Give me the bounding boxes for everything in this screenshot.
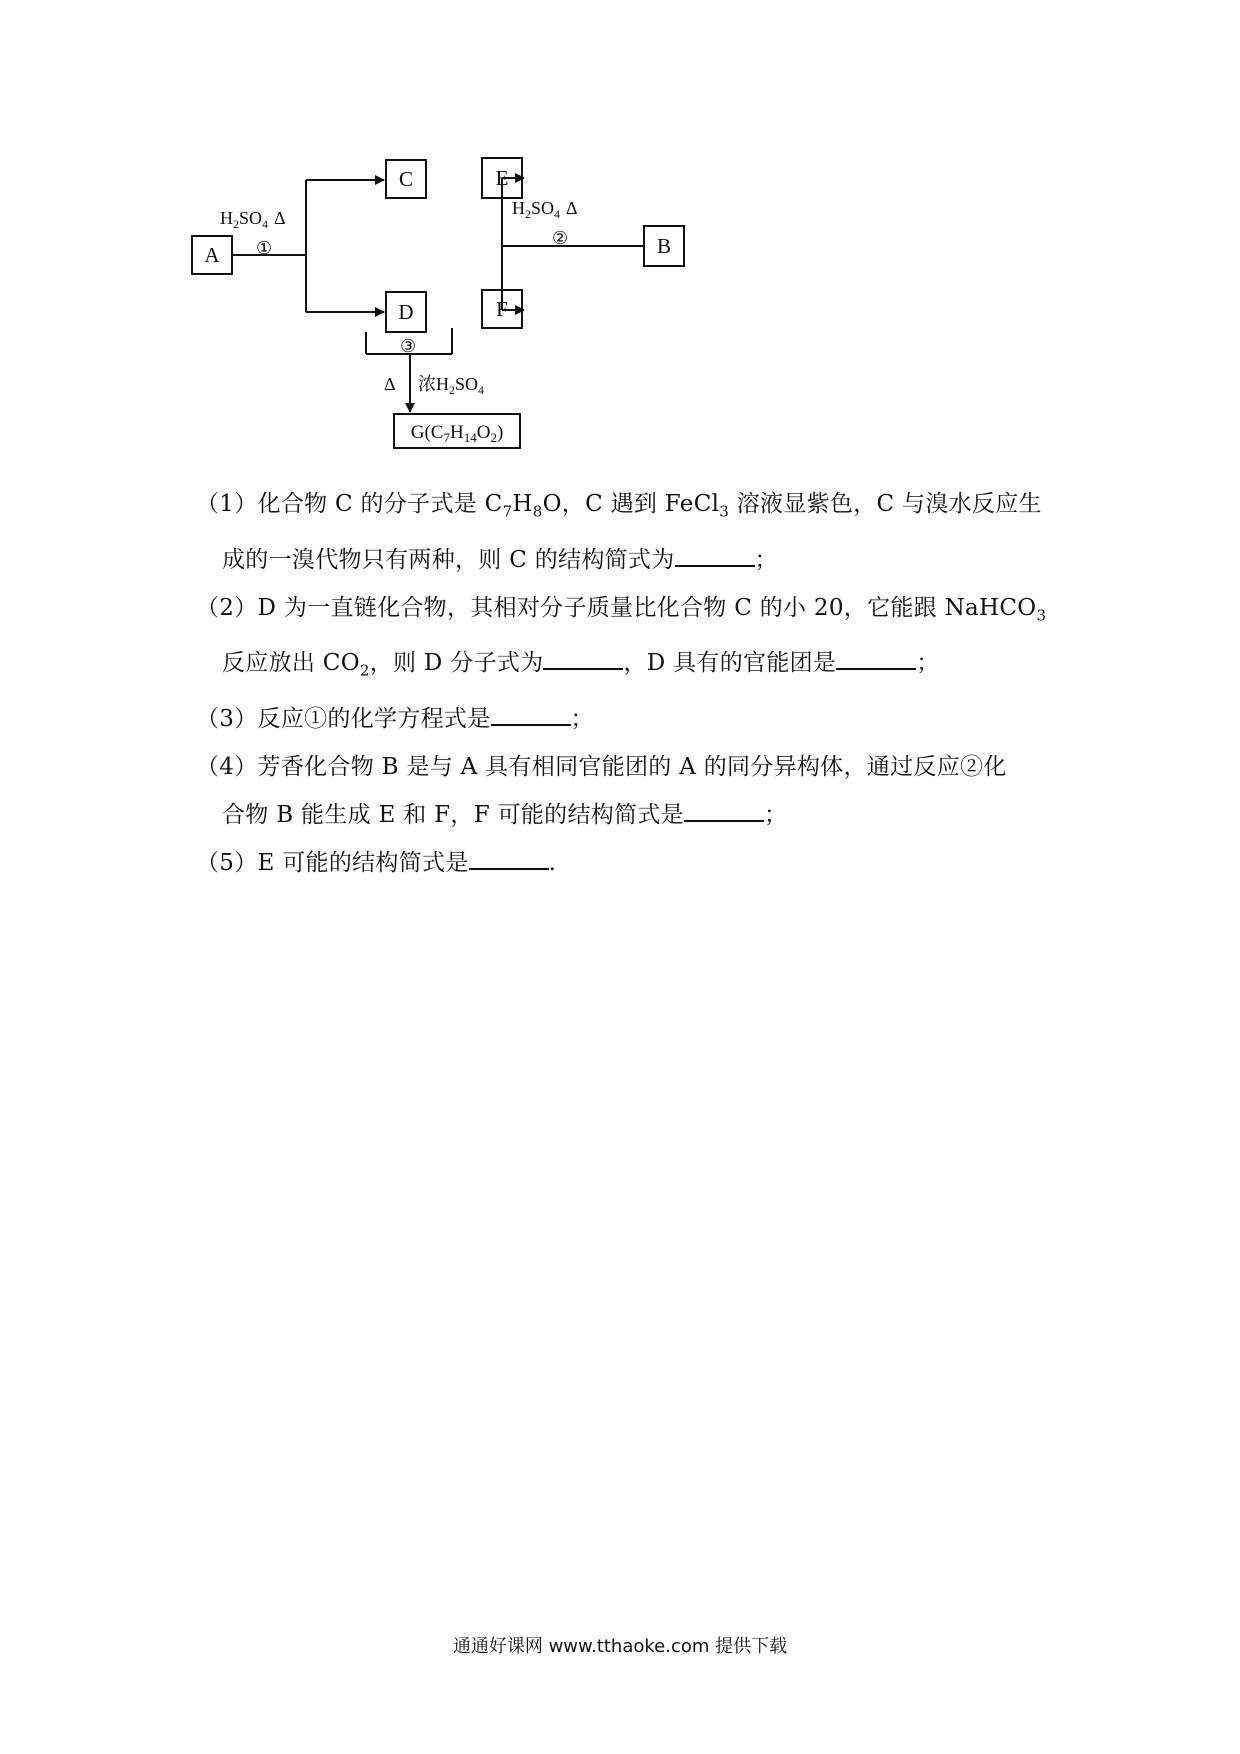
question-2	[196, 584, 1066, 695]
q2-text-3: ，则 D 分子式为	[369, 650, 544, 677]
page-footer: 通通好课网 www.tthaoke.com 提供下载	[452, 1636, 788, 1657]
question-4	[196, 743, 1066, 839]
q1-end: ；	[754, 546, 778, 573]
node-f-label: F	[496, 297, 508, 321]
q2-sub-1: 3	[1036, 606, 1047, 625]
node-a-label: A	[204, 243, 220, 267]
product-g-label: G(C7H14O2)	[410, 422, 504, 445]
q1-sub-2: 8	[532, 502, 543, 521]
node-d-label: D	[398, 300, 414, 324]
q1-text-5: 成的一溴代物只有两种，则 C 的结构简式为	[222, 546, 675, 573]
q4-text-2: 合物 B 能生成 E 和 F，F 可能的结构简式是	[222, 801, 684, 828]
q2-text-2: 反应放出 CO	[222, 650, 360, 677]
reaction1-number: ①	[256, 238, 273, 259]
q1-answer-blank	[675, 543, 755, 567]
q1-text-2: H	[512, 491, 533, 517]
q1-sub-1: 7	[502, 502, 513, 521]
reaction3-number: ③	[400, 336, 417, 357]
q5-end: .	[548, 849, 557, 876]
q1-text-1: （1）化合物 C 的分子式是 C	[196, 491, 503, 517]
q3-answer-blank	[491, 702, 571, 726]
reaction3-reagent: 浓H2SO4	[418, 374, 485, 397]
q2-answer-blank-2	[836, 646, 916, 670]
node-e-label: E	[495, 166, 509, 190]
q5-answer-blank	[469, 846, 549, 870]
reaction2-conditions: H2SO4 Δ	[512, 198, 578, 221]
question-3	[196, 695, 1066, 743]
q4-end: ；	[763, 801, 788, 828]
q3-end: ；	[570, 705, 594, 732]
q1-text-3: O，C 遇到 FeCl	[542, 491, 720, 517]
question-5	[196, 839, 1066, 887]
q2-sub-2: 2	[359, 661, 370, 680]
reaction2-number: ②	[552, 228, 569, 249]
node-c-label: C	[398, 167, 414, 191]
reaction3-heat: Δ	[384, 374, 396, 394]
question-1	[196, 480, 1066, 584]
q3-text-1: （3）反应①的化学方程式是	[196, 705, 491, 732]
reaction-diagram	[180, 150, 740, 480]
q2-end: ；	[916, 650, 940, 677]
q4-text-1: （4）芳香化合物 B 是与 A 具有相同官能团的 A 的同分异构体，通过反应②化	[196, 753, 1007, 780]
q4-answer-blank	[684, 798, 764, 822]
q2-text-1: （2）D 为一直链化合物，其相对分子质量比化合物 C 的小 20，它能跟 NaHCO	[196, 594, 1037, 621]
node-b-label: B	[656, 234, 672, 258]
q1-sub-3: 3	[719, 502, 730, 521]
q1-text-4: 溶液显紫色，C 与溴水反应生	[729, 491, 1042, 517]
question-list	[196, 480, 1066, 887]
q5-text-1: （5）E 可能的结构简式是	[196, 849, 469, 876]
q2-text-4: ，D 具有的官能团是	[623, 650, 837, 677]
reaction1-conditions: H2SO4 Δ	[220, 208, 286, 231]
q2-answer-blank-1	[543, 646, 623, 670]
